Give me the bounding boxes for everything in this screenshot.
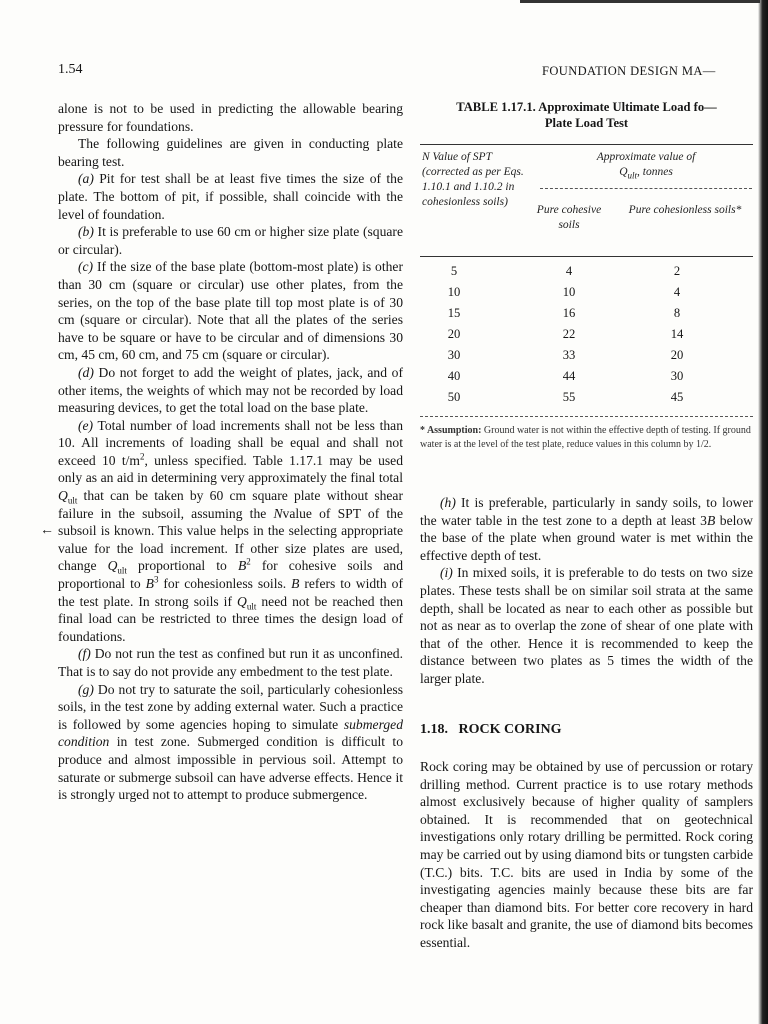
cell-cohesionless: 20 xyxy=(670,348,684,362)
table-header-cohesionless: Pure cohesionless soils* xyxy=(628,204,742,216)
table-row xyxy=(420,390,753,410)
guideline-i: (i) In mixed soils, it is preferable to do tests on two size plates. These tests shall be on similar soil strata at the same depth, shall be located as near to each other as possible but not as near as to overlap the zone of shear of one plate with that of the other. Hence it is recommended to keep the distance between two plates as 5 times the width of the larger plate. xyxy=(420,565,753,686)
right-column-guidelines xyxy=(420,494,753,688)
table-row xyxy=(420,306,753,326)
table-footnote: * Assumption: Ground water is not within the effective depth of testing. If ground water is at the level of the test plate, reduce values in this column by 1/2. xyxy=(420,425,751,450)
table-header-group: Approximate value of $Q_{ult}$, tonnes xyxy=(596,151,696,181)
paragraph-intro: alone is not to be used in predicting the allowable bearing pressure for foundations. xyxy=(58,101,403,134)
paragraph-guidelines: The following guidelines are given in conducting plate bearing test. xyxy=(58,136,403,169)
table-bottom-rule xyxy=(420,416,753,417)
margin-mark: ← xyxy=(40,523,54,538)
cell-cohesive: 16 xyxy=(562,306,576,320)
table-row xyxy=(420,327,753,347)
left-column xyxy=(58,100,403,804)
cell-cohesive: 44 xyxy=(562,369,576,383)
guideline-a: (a) Pit for test shall be at least five times the size of the plate. The bottom of pit, if possible, shall coincide with the level of foundation. xyxy=(58,171,403,222)
table-header-n-value: N Value of SPT (corrected as per Eqs. 1.10.1 and 1.10.2 in cohesionless soils) xyxy=(422,151,524,208)
page-edge-shadow xyxy=(758,0,768,1024)
table-caption-line-1: TABLE 1.17.1. Approximate Ultimate Load fo— xyxy=(456,100,717,114)
cell-n-value: 15 xyxy=(447,306,461,320)
cell-n-value: 10 xyxy=(447,285,461,299)
cell-n-value: 50 xyxy=(447,390,461,404)
cell-n-value: 5 xyxy=(450,264,458,278)
cell-cohesionless: 2 xyxy=(673,264,681,278)
guideline-b: (b) It is preferable to use 60 cm or higher size plate (square or circular). xyxy=(58,224,403,257)
cell-n-value: 40 xyxy=(447,369,461,383)
table-caption xyxy=(420,99,753,131)
cell-cohesive: 55 xyxy=(562,390,576,404)
table-header-cohesive: Pure cohesive soils xyxy=(536,204,602,231)
section-heading: 1.18. ROCK CORING xyxy=(420,722,562,737)
page-number: 1.54 xyxy=(58,62,83,77)
guideline-c: (c) If the size of the base plate (bottom-most plate) is other than 30 cm (square or circular) use other plates, from the series, on the top of the base plate till top most plate is of 30 cm (square or circular). Note that all the plates of the series have to be square or have to be circular and of dimensions 30 cm, 45 cm, 60 cm, and 75 cm (square or circular). xyxy=(58,259,403,363)
guideline-h: (h) It is preferable, particularly in sandy soils, to lower the water table in the test zone to a depth at least 3B below the base of the plate when ground water is met within the effective depth of test. xyxy=(420,495,753,563)
cell-cohesive: 22 xyxy=(562,327,576,341)
cell-cohesionless: 30 xyxy=(670,369,684,383)
cell-cohesionless: 8 xyxy=(673,306,681,320)
rock-coring-paragraph xyxy=(420,758,753,952)
table-caption-line-2: Plate Load Test xyxy=(544,116,629,130)
running-title: FOUNDATION DESIGN MA— xyxy=(542,64,716,78)
table-header-divider xyxy=(540,188,752,189)
table-top-rule xyxy=(420,144,753,145)
guideline-e: (e) Total number of load increments shall not be less than 10. All increments of loading shall be equal and shall not exceed 10 $t/m^2$, unless specified. Table 1.17.1 may be used only as an aid in determining very approximately the final total $Q_{ult}$ that can be taken by 60 cm square plate without shear failure in the subsoil, assuming the Nvalue of SPT of the subsoil is known. This value helps in the selecting appropriate value for the load increment. If other size plates are used, change $Q_{ult}$ proportional to $B^2$ for cohesive soils and proportional to $B^3$ for cohesionless soils. B refers to width of the test plate. In strong soils if $Q_{ult}$ need not be reached then final load can be restricted to three times the design load of foundations. xyxy=(58,417,404,644)
cell-n-value: 20 xyxy=(447,327,461,341)
table-row xyxy=(420,369,753,389)
guideline-g: (g) Do not try to saturate the soil, particularly cohesionless soils, in the test zone by adding external water. Such a practice is followed by some agencies hoping to simulate submerged condition in test zone. Submerged condition is difficult to produce and almost impossible in pervious soil. Attempt to saturate or submerge subsoil can have adverse effects. Hence it is strongly urged not to attempt to produce submergence. xyxy=(58,681,403,803)
cell-cohesionless: 45 xyxy=(670,390,684,404)
rock-coring-text: Rock coring may be obtained by use of percussion or rotary drilling method. Current practice is to use rotary methods almost exclusively because of higher quality of samplers obtained. It is recommended that on geotechnical investigations only rotary drilling be permitted. Rock coring may be carried out by using diamond bits or tungsten carbide (T.C.) bits. T.C. bits are used in India by some of the investigating agencies mainly because these bits are far cheaper than diamond bits. For better core recovery in hard rock like basalt and granite, the use of diamond bits becomes essential. xyxy=(420,759,753,950)
table-row xyxy=(420,348,753,368)
cell-cohesive: 33 xyxy=(562,348,576,362)
top-rule xyxy=(520,0,760,3)
table-header-bottom-rule xyxy=(420,256,753,257)
table-row xyxy=(420,285,753,305)
guideline-f: (f) Do not run the test as confined but run it as unconfined. That is to say do not provide any embedment to the test plate. xyxy=(58,646,403,679)
cell-cohesive: 10 xyxy=(562,285,576,299)
cell-n-value: 30 xyxy=(447,348,461,362)
cell-cohesionless: 14 xyxy=(670,327,684,341)
cell-cohesive: 4 xyxy=(565,264,573,278)
guideline-d: (d) Do not forget to add the weight of plates, jack, and of other items, the weights of which may not be recorded by load measuring devices, to get the total load on the base plate. xyxy=(58,364,403,416)
table-row xyxy=(420,264,753,284)
cell-cohesionless: 4 xyxy=(673,285,681,299)
